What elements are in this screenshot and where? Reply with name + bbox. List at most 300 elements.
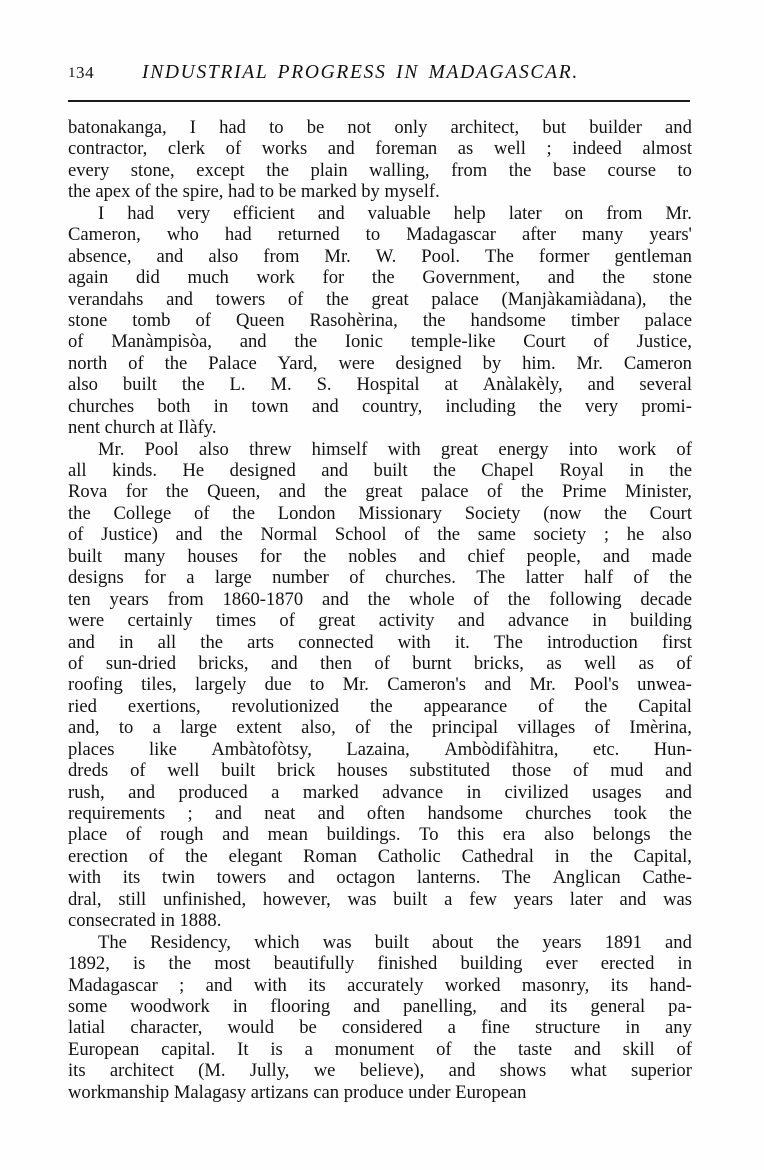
- word: chief: [467, 545, 505, 567]
- word: after: [521, 224, 557, 246]
- word: Residency,: [150, 931, 231, 953]
- word: produced: [178, 781, 248, 803]
- word: Madagascar: [406, 224, 496, 246]
- text-line: [68, 546, 692, 567]
- word: both: [157, 395, 191, 417]
- word: fine: [481, 1017, 510, 1039]
- word: and: [156, 245, 184, 267]
- word: towers: [215, 288, 266, 310]
- text-line: [68, 760, 692, 781]
- word: of: [148, 845, 165, 867]
- word: the: [303, 545, 327, 567]
- text-line: [68, 996, 692, 1017]
- word: timber: [570, 309, 620, 331]
- word: ;: [187, 803, 193, 824]
- word: also: [198, 438, 229, 460]
- word: ;: [179, 974, 185, 996]
- text-line: consecrated in 1888.: [68, 910, 222, 932]
- word: and: [602, 545, 630, 567]
- word: work: [617, 438, 657, 460]
- word: Lazaina,: [346, 738, 410, 760]
- text-line: [68, 867, 692, 888]
- word: and: [665, 781, 692, 803]
- paragraph: [68, 117, 692, 203]
- word: connected: [298, 631, 374, 653]
- word: principal: [431, 717, 499, 739]
- word: all: [68, 460, 87, 481]
- word: a: [152, 717, 161, 739]
- running-head-title: INDUSTRIAL PROGRESS IN MADAGASCAR.: [142, 62, 579, 83]
- word: extent: [236, 717, 282, 739]
- text-line: the apex of the spire, had to be marked by myself.: [68, 181, 440, 203]
- word: Cathedral: [461, 845, 534, 867]
- word: Mr.: [576, 352, 603, 374]
- word: activity: [378, 610, 435, 632]
- word: of: [538, 695, 554, 717]
- word: much: [187, 267, 229, 289]
- word: churches: [68, 395, 135, 417]
- word: Missionary: [358, 502, 442, 524]
- word: from: [606, 202, 643, 224]
- word: stone,: [130, 159, 175, 181]
- word: returned: [277, 224, 340, 246]
- word: Ambòdifàhitra,: [444, 738, 559, 760]
- word: and: [665, 931, 692, 953]
- word: etc.: [592, 738, 620, 760]
- word: its: [68, 1060, 86, 1082]
- word: Normal: [260, 524, 318, 546]
- text-line: [68, 331, 692, 352]
- word: years: [542, 931, 582, 953]
- word: north: [68, 352, 108, 374]
- word: burnt: [412, 652, 452, 674]
- word: from: [263, 245, 300, 267]
- word: exertions,: [127, 695, 201, 717]
- word: be: [299, 1017, 317, 1039]
- word: people,: [526, 545, 581, 567]
- word: Cameron,: [68, 224, 141, 246]
- word: threw: [249, 438, 292, 460]
- word: batonakanga,: [68, 117, 167, 138]
- word: clerk: [167, 138, 206, 160]
- word: Mr.: [342, 674, 369, 696]
- word: towers: [216, 867, 267, 889]
- word: tiles,: [141, 674, 177, 696]
- word: except: [196, 159, 245, 181]
- word: the: [669, 803, 692, 824]
- word: built: [122, 374, 157, 396]
- word: advance: [507, 610, 569, 632]
- word: gentleman: [614, 245, 692, 267]
- word: and: [353, 995, 381, 1017]
- word: in: [629, 460, 644, 481]
- word: all: [157, 631, 177, 653]
- word: Ionic: [344, 331, 384, 353]
- word: Minister,: [625, 481, 692, 503]
- word: Chapel: [481, 460, 534, 481]
- word: half: [584, 567, 614, 589]
- word: a: [304, 1038, 313, 1060]
- word: the: [68, 502, 91, 524]
- text-line: workmanship Malagasy artizans can produce under European: [68, 1081, 527, 1103]
- word: including: [445, 395, 516, 417]
- word: W.: [375, 245, 397, 267]
- word: which: [254, 931, 300, 953]
- word: the: [508, 159, 532, 181]
- word: L.: [229, 374, 246, 396]
- word: designs: [68, 567, 124, 589]
- text-line: [68, 589, 692, 610]
- word: but: [542, 117, 567, 138]
- word: contractor,: [68, 138, 148, 160]
- text-line: [68, 782, 692, 803]
- word: society: [533, 524, 587, 546]
- word: houses: [187, 545, 238, 567]
- word: into: [568, 438, 598, 460]
- word: the: [539, 395, 562, 417]
- word: ;: [603, 524, 610, 546]
- word: and: [317, 202, 345, 224]
- word: the: [324, 481, 347, 503]
- word: stone: [652, 267, 692, 289]
- word: Justice): [101, 524, 158, 546]
- text-line: [68, 824, 692, 845]
- word: well: [584, 652, 617, 674]
- word: valuable: [367, 202, 431, 224]
- word: introduction: [546, 631, 638, 653]
- word: Rova: [68, 481, 108, 503]
- paragraph: [68, 439, 692, 932]
- word: and: [278, 481, 306, 503]
- text-line: [68, 460, 692, 481]
- word: M.: [270, 374, 292, 396]
- text-line: [68, 803, 692, 824]
- word: years: [513, 888, 553, 910]
- word: in: [554, 845, 570, 867]
- word: several: [639, 374, 692, 396]
- word: for: [125, 481, 148, 503]
- word: verandahs: [68, 288, 144, 310]
- word: help: [453, 202, 486, 224]
- word: Pool.: [421, 245, 460, 267]
- word: superior: [630, 1060, 692, 1082]
- word: finished: [377, 953, 438, 975]
- word: the: [669, 288, 692, 310]
- word: buildings.: [326, 824, 401, 846]
- word: its: [610, 974, 629, 996]
- text-line: [68, 138, 692, 159]
- word: the: [326, 288, 349, 310]
- word: churches: [525, 803, 592, 824]
- word: at: [444, 374, 458, 396]
- word: of: [128, 352, 144, 374]
- word: of: [194, 502, 210, 524]
- word: great: [440, 438, 479, 460]
- word: and: [327, 138, 355, 160]
- word: panelling,: [403, 995, 477, 1017]
- word: for: [259, 545, 282, 567]
- word: of: [374, 652, 390, 674]
- word: worked: [444, 974, 501, 996]
- word: of: [486, 481, 503, 503]
- word: Catholic: [377, 845, 441, 867]
- word: built: [393, 888, 428, 910]
- word: accurately: [347, 974, 424, 996]
- word: Mr.: [529, 674, 556, 696]
- text-line: [68, 203, 692, 224]
- word: and: [311, 395, 339, 417]
- word: country,: [361, 395, 423, 417]
- word: latial: [68, 1017, 106, 1039]
- word: was: [663, 888, 692, 910]
- word: many: [124, 545, 166, 567]
- word: in: [118, 631, 134, 653]
- word: this: [457, 824, 485, 846]
- word: only: [394, 117, 428, 138]
- word: of: [572, 760, 589, 782]
- text-line: [68, 267, 692, 288]
- word: requirements: [68, 803, 166, 824]
- word: with: [68, 867, 102, 889]
- word: and: [68, 631, 95, 653]
- word: dral,: [68, 888, 102, 910]
- word: most: [214, 953, 251, 975]
- text-line: [68, 610, 692, 631]
- text-line: [68, 160, 692, 181]
- word: taste: [518, 1038, 553, 1060]
- word: Society: [464, 502, 521, 524]
- word: decade: [640, 588, 692, 610]
- word: unwea-: [637, 674, 692, 696]
- word: is: [132, 953, 146, 975]
- word: Capital,: [633, 845, 692, 867]
- word: the: [165, 481, 189, 503]
- word: The: [484, 245, 514, 267]
- word: to: [269, 117, 284, 138]
- word: for: [144, 567, 166, 589]
- word: belongs: [592, 824, 651, 846]
- word: Capital: [638, 695, 692, 717]
- word: of: [633, 567, 649, 589]
- word: with: [253, 974, 287, 996]
- word: He: [182, 460, 205, 481]
- word: with: [387, 438, 421, 460]
- word: and: [128, 781, 156, 803]
- word: in: [592, 610, 607, 632]
- word: place: [68, 824, 108, 846]
- word: of: [68, 524, 84, 546]
- word: on: [564, 202, 584, 224]
- word: advance: [382, 781, 444, 803]
- word: very: [177, 202, 211, 224]
- word: the: [164, 352, 188, 374]
- word: Prime: [562, 481, 607, 503]
- word: mean: [267, 824, 308, 846]
- word: Mr.: [324, 245, 351, 267]
- word: erection: [68, 845, 128, 867]
- word: kinds.: [112, 460, 158, 481]
- word: woodwork: [130, 995, 210, 1017]
- word: era: [502, 824, 526, 846]
- word: of: [225, 138, 242, 160]
- word: pa-: [668, 995, 692, 1017]
- word: latter: [525, 567, 564, 589]
- word: built: [373, 460, 408, 481]
- word: of: [676, 1038, 692, 1060]
- word: Anglican: [552, 867, 621, 889]
- text-line: [68, 932, 692, 953]
- word: Anàlakèly,: [482, 374, 563, 396]
- word: Jully,: [249, 1060, 290, 1082]
- word: and: [270, 652, 298, 674]
- text-line: [68, 524, 692, 545]
- word: number: [272, 567, 329, 589]
- word: (now: [543, 502, 582, 524]
- text-line: [68, 481, 692, 502]
- word: later: [508, 202, 542, 224]
- word: absence,: [68, 245, 132, 267]
- word: we: [313, 1060, 336, 1082]
- word: the: [496, 931, 520, 953]
- word: in: [466, 781, 482, 803]
- text-line: [68, 953, 692, 974]
- word: a: [271, 781, 280, 803]
- text-line: [68, 224, 692, 245]
- word: sun-dried: [105, 652, 177, 674]
- word: some: [68, 995, 108, 1017]
- word: erected: [600, 953, 655, 975]
- word: also: [208, 245, 239, 267]
- word: following: [549, 588, 622, 610]
- word: of: [130, 760, 146, 782]
- word: to: [365, 224, 381, 246]
- word: its: [308, 974, 326, 996]
- text-line: [68, 717, 692, 738]
- paragraph: [68, 932, 692, 1104]
- word: of: [473, 588, 489, 610]
- word: and: [499, 995, 527, 1017]
- word: times: [215, 610, 257, 632]
- word: arts: [247, 631, 274, 653]
- word: mud: [610, 760, 644, 782]
- word: had: [127, 202, 155, 224]
- word: did: [136, 267, 160, 289]
- word: the: [266, 159, 289, 181]
- word: palace: [420, 481, 469, 503]
- text-line: [68, 653, 692, 674]
- word: were: [68, 610, 105, 632]
- word: the: [433, 460, 456, 481]
- word: Royal: [559, 460, 604, 481]
- folio-leading-digit: 1: [68, 64, 76, 81]
- word: indeed: [572, 138, 622, 160]
- word: I: [98, 202, 105, 224]
- word: of: [349, 567, 365, 589]
- word: the: [602, 267, 626, 289]
- word: and: [665, 760, 692, 782]
- word: made: [651, 545, 692, 567]
- word: structure: [535, 1017, 601, 1039]
- word: and,: [68, 717, 100, 739]
- word: To: [419, 824, 439, 846]
- text-line: [68, 1017, 692, 1038]
- word: years': [649, 224, 692, 246]
- word: and: [317, 803, 345, 824]
- word: and: [573, 1038, 601, 1060]
- word: to: [309, 674, 325, 696]
- word: churches.: [385, 567, 456, 589]
- word: and: [222, 824, 249, 846]
- word: many: [582, 224, 624, 246]
- text-line: [68, 1039, 692, 1060]
- word: 1891: [604, 931, 642, 953]
- word: The: [502, 867, 531, 889]
- word: It: [237, 1038, 249, 1060]
- word: Hun-: [653, 738, 692, 760]
- word: same: [477, 524, 516, 546]
- word: a: [447, 1017, 456, 1039]
- word: substituted: [409, 760, 491, 782]
- text-line: [68, 632, 692, 653]
- word: the: [604, 502, 627, 524]
- folio-remaining-digits: 34: [76, 63, 95, 82]
- paragraph: [68, 203, 692, 439]
- word: energy: [498, 438, 549, 460]
- word: was: [347, 888, 377, 910]
- word: elegant: [228, 845, 283, 867]
- word: and: [665, 117, 692, 138]
- text-line: [68, 739, 692, 760]
- word: the: [389, 717, 413, 739]
- word: town: [251, 395, 289, 417]
- word: in: [625, 1017, 640, 1039]
- word: its: [549, 995, 568, 1017]
- word: to: [118, 717, 134, 739]
- word: considered: [341, 1017, 423, 1039]
- word: as: [457, 138, 474, 160]
- word: and: [619, 888, 647, 910]
- text-line: [68, 567, 692, 588]
- word: Roman: [303, 845, 357, 867]
- word: and: [457, 610, 485, 632]
- word: course: [607, 159, 657, 181]
- word: and: [239, 331, 267, 353]
- word: himself: [311, 438, 368, 460]
- word: capital.: [161, 1038, 216, 1060]
- word: the: [367, 588, 391, 610]
- word: marked: [302, 781, 359, 803]
- word: rush,: [68, 781, 105, 803]
- word: Manàmpisòa,: [111, 331, 212, 353]
- word: stone: [68, 309, 108, 331]
- word: twin: [161, 867, 195, 889]
- word: the: [473, 1038, 497, 1060]
- running-head: [68, 62, 690, 92]
- word: few: [469, 888, 497, 910]
- word: nobles: [348, 545, 397, 567]
- word: masonry,: [521, 974, 590, 996]
- word: architect: [109, 1060, 174, 1082]
- word: appearance: [423, 695, 508, 717]
- word: of: [195, 309, 211, 331]
- word: often: [366, 803, 406, 824]
- word: in: [213, 395, 229, 417]
- word: of: [593, 331, 609, 353]
- word: villages: [517, 717, 576, 739]
- text-line: nent church at Ilàfy.: [68, 417, 217, 439]
- text-line: [68, 846, 692, 867]
- word: in: [232, 995, 248, 1017]
